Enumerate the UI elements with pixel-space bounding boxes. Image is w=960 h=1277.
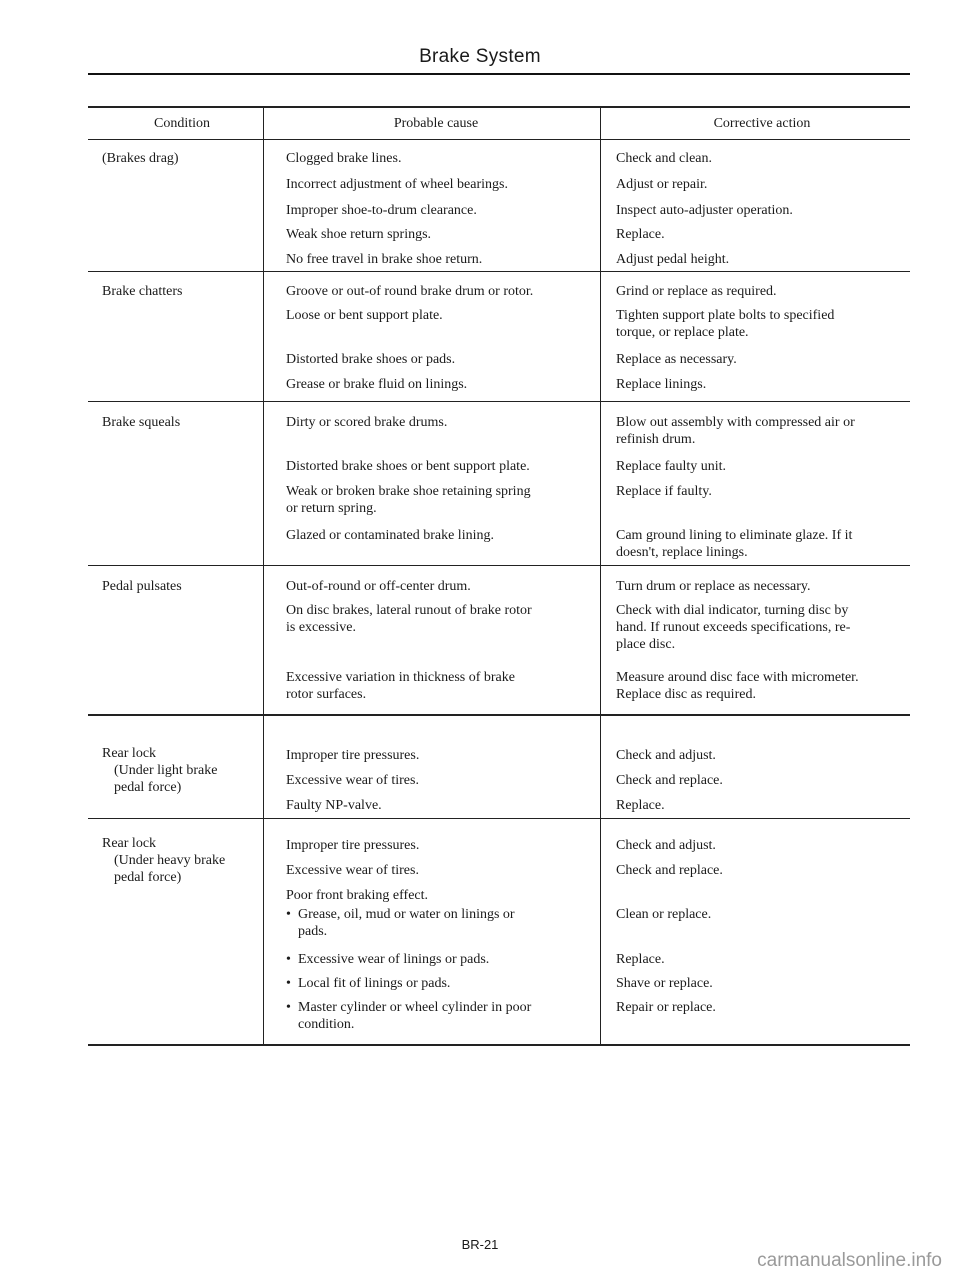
cause-cell: Improper tire pressures. xyxy=(286,838,420,853)
condition-cell: Brake chatters xyxy=(102,284,183,299)
group-rule xyxy=(88,401,910,402)
cause-cell: Clogged brake lines. xyxy=(286,151,402,166)
table-top-rule xyxy=(88,106,910,108)
bullet-item: • Local fit of linings or pads. xyxy=(298,975,586,992)
cause-cell: No free travel in brake shoe return. xyxy=(286,252,483,267)
column-header-action: Corrective action xyxy=(713,116,811,131)
action-cell: Check and clean. xyxy=(616,151,713,166)
cause-cell: Weak or broken brake shoe retaining spring or return spring. xyxy=(286,484,531,516)
column-divider xyxy=(263,106,264,1044)
action-cell: Check and replace. xyxy=(616,773,723,788)
action-cell: Repair or replace. xyxy=(616,1000,716,1015)
group-rule xyxy=(88,714,910,716)
cause-cell: Weak shoe return springs. xyxy=(286,227,432,242)
group-rule xyxy=(88,565,910,566)
group-rule xyxy=(88,818,910,819)
action-cell: Measure around disc face with micrometer. Replace disc as required. xyxy=(616,670,859,702)
action-cell: Replace if faulty. xyxy=(616,484,712,499)
action-cell: Blow out assembly with compressed air or refinish drum. xyxy=(616,415,855,447)
action-cell: Clean or replace. xyxy=(616,907,712,922)
bullet-item: • Excessive wear of linings or pads. xyxy=(298,951,586,968)
action-cell: Check with dial indicator, turning disc by hand. If runout exceeds specifications, re- place disc. xyxy=(616,603,851,652)
cause-cell: Faulty NP-valve. xyxy=(286,798,382,813)
cause-cell: Groove or out-of round brake drum or rotor. xyxy=(286,284,534,299)
cause-cell: Loose or bent support plate. xyxy=(286,308,443,323)
column-divider xyxy=(600,106,601,1044)
column-header-condition: Condition xyxy=(153,116,210,131)
action-cell: Replace. xyxy=(616,952,665,967)
cause-cell: Poor front braking effect. xyxy=(286,888,429,903)
action-cell: Turn drum or replace as necessary. xyxy=(616,579,811,594)
cause-cell: Excessive wear of tires. xyxy=(286,773,419,788)
cause-cell: Out-of-round or off-center drum. xyxy=(286,579,471,594)
action-cell: Adjust or repair. xyxy=(616,177,708,192)
action-cell: Shave or replace. xyxy=(616,976,713,991)
action-cell: Replace faulty unit. xyxy=(616,459,727,474)
bullet-item: • Grease, oil, mud or water on linings or pads. xyxy=(298,906,586,940)
cause-cell: Excessive variation in thickness of brake rotor surfaces. xyxy=(286,670,515,702)
watermark: carmanualsonline.info xyxy=(757,1250,942,1271)
action-cell: Tighten support plate bolts to specified torque, or replace plate. xyxy=(616,308,835,340)
action-cell: Check and adjust. xyxy=(616,748,716,763)
cause-cell: Distorted brake shoes or pads. xyxy=(286,352,456,367)
condition-cell: Pedal pulsates xyxy=(102,579,182,594)
cause-cell: On disc brakes, lateral runout of brake rotor is excessive. xyxy=(286,603,532,635)
action-cell: Replace linings. xyxy=(616,377,707,392)
condition-cell: (Brakes drag) xyxy=(102,151,179,166)
action-cell: Replace as necessary. xyxy=(616,352,737,367)
title-rule xyxy=(88,73,910,75)
page-title: Brake System xyxy=(419,46,541,67)
action-cell: Check and adjust. xyxy=(616,838,716,853)
action-cell: Grind or replace as required. xyxy=(616,284,777,299)
cause-cell: Glazed or contaminated brake lining. xyxy=(286,528,494,543)
cause-cell: Grease or brake fluid on linings. xyxy=(286,377,468,392)
condition-cell: Brake squeals xyxy=(102,415,181,430)
action-cell: Adjust pedal height. xyxy=(616,252,730,267)
action-cell: Check and replace. xyxy=(616,863,723,878)
header-rule xyxy=(88,139,910,140)
action-cell: Inspect auto-adjuster operation. xyxy=(616,203,793,218)
cause-cell: Improper shoe-to-drum clearance. xyxy=(286,203,477,218)
cause-cell: Distorted brake shoes or bent support plate. xyxy=(286,459,530,474)
condition-cell: Rear lock (Under light brake pedal force) xyxy=(102,746,218,795)
condition-cell: Rear lock (Under heavy brake pedal force) xyxy=(102,836,226,885)
cause-cell: Excessive wear of tires. xyxy=(286,863,419,878)
cause-cell: Dirty or scored brake drums. xyxy=(286,415,448,430)
cause-cell: Improper tire pressures. xyxy=(286,748,420,763)
page-number: BR-21 xyxy=(461,1237,499,1252)
column-header-cause: Probable cause xyxy=(393,116,479,131)
cause-cell: Incorrect adjustment of wheel bearings. xyxy=(286,177,508,192)
action-cell: Replace. xyxy=(616,798,665,813)
action-cell: Cam ground lining to eliminate glaze. If it doesn't, replace linings. xyxy=(616,528,853,560)
bullet-item: • Master cylinder or wheel cylinder in poor condition. xyxy=(298,999,586,1033)
action-cell: Replace. xyxy=(616,227,665,242)
table-bottom-rule xyxy=(88,1044,910,1046)
group-rule xyxy=(88,271,910,272)
